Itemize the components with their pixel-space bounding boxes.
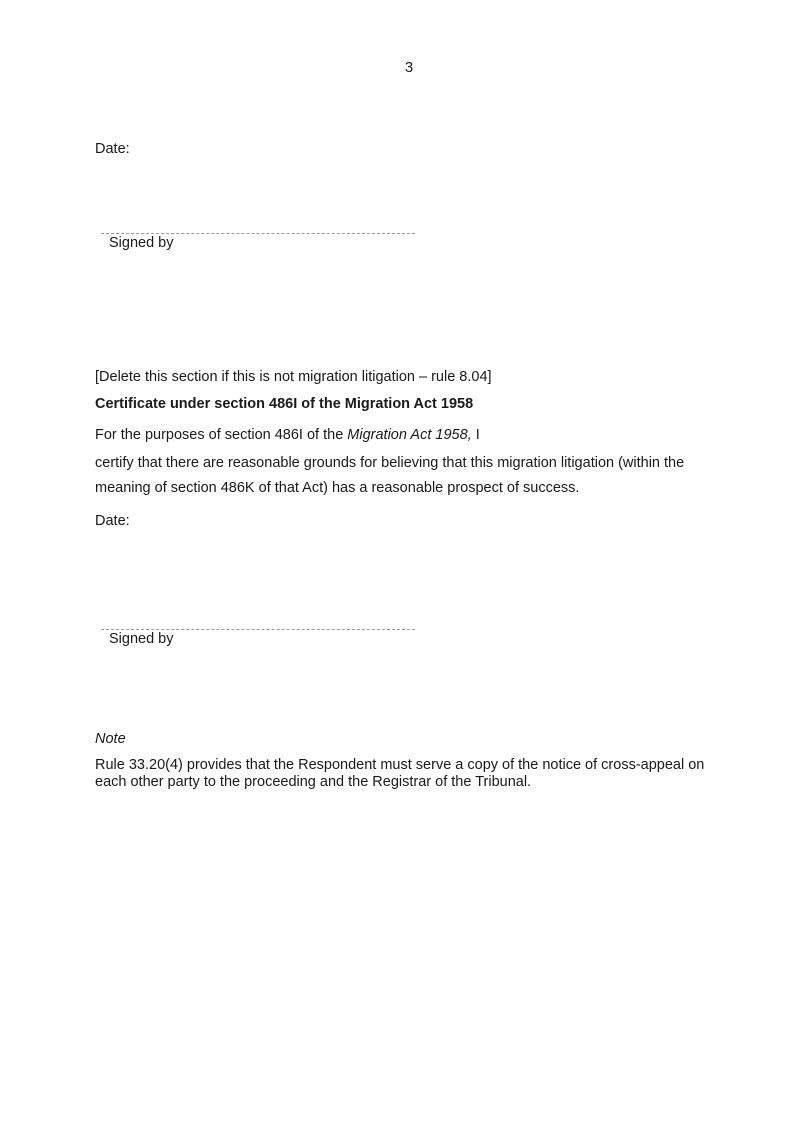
note-line-2: each other party to the proceeding and the Registrar of the Tribunal.: [95, 774, 532, 790]
date-label: Date:: [95, 141, 130, 157]
certificate-date-label: Date:: [95, 513, 130, 529]
certificate-line-2: certify that there are reasonable grounds for believing that this migration litigation (within the: [95, 455, 685, 471]
note-heading: Note: [95, 731, 126, 747]
certificate-line-1: [95, 427, 480, 443]
certificate-signed-by-label: Signed by: [109, 631, 174, 647]
act-name: Migration Act 1958,: [347, 427, 472, 443]
certificate-heading: Certificate under section 486I of the Migration Act 1958: [95, 396, 474, 412]
signed-by-label: Signed by: [109, 235, 174, 251]
page-number: 3: [404, 59, 414, 76]
certificate-signature-line: [101, 629, 415, 630]
note-line-1: Rule 33.20(4) provides that the Respondent must serve a copy of the notice of cross-appeal on: [95, 757, 705, 773]
certificate-line-1-prefix: For the purposes of section 486I of the: [95, 427, 348, 443]
certificate-line-1-suffix: I: [471, 427, 480, 443]
certificate-line-3: meaning of section 486K of that Act) has a reasonable prospect of success.: [95, 480, 580, 496]
signature-line: [101, 233, 415, 234]
certificate-instruction: [Delete this section if this is not migration litigation – rule 8.04]: [95, 369, 492, 385]
